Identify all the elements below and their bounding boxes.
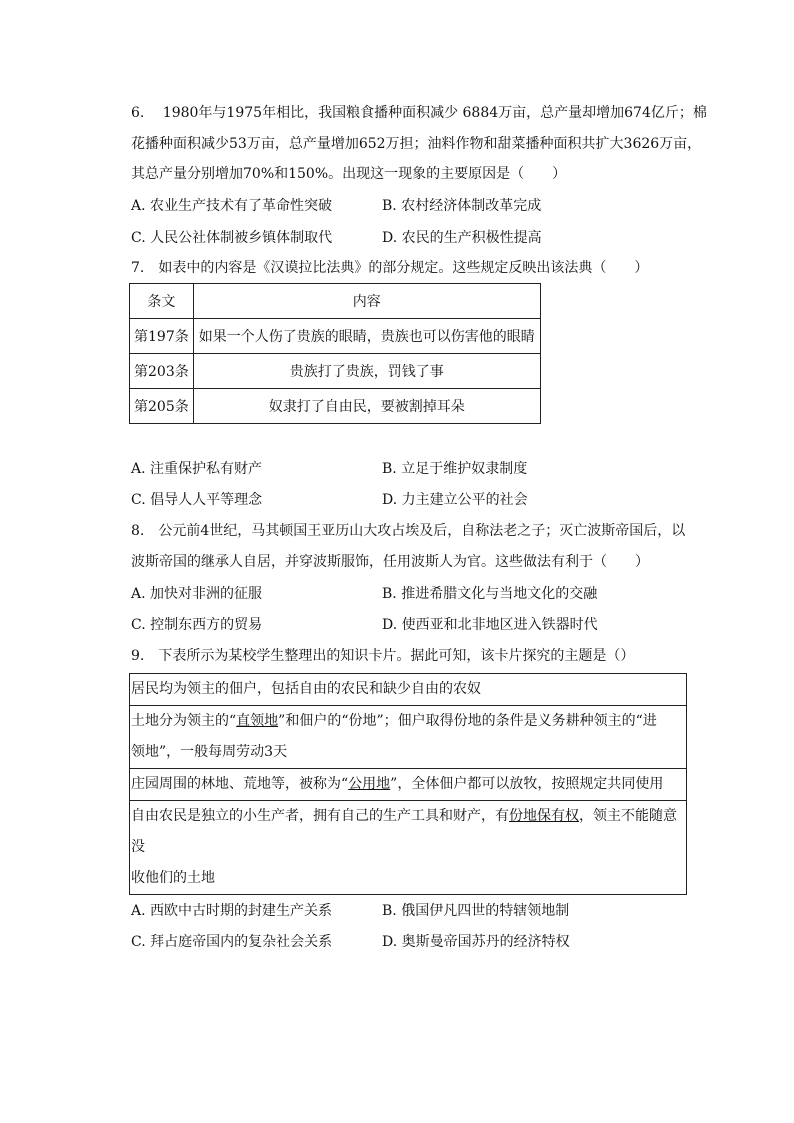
q9-option-d[interactable]: D. 奥斯曼帝国苏丹的经济特权 — [382, 934, 570, 950]
q6-stem-line2: 花播种面积减少53万亩，总产量增加652万担；油料作物和甜菜播种面积共扩大3626万亩， — [131, 136, 702, 152]
table-row — [130, 389, 541, 424]
table-header-cell: 内容 — [193, 284, 540, 319]
table-cell: 第197条 — [130, 319, 194, 354]
card-row — [130, 768, 686, 800]
table-cell: 如果一个人伤了贵族的眼睛，贵族也可以伤害他的眼睛 — [193, 319, 540, 354]
q8-option-c[interactable]: C. 控制东西方的贸易 — [131, 617, 263, 633]
q8-stem-line2: 波斯帝国的继承人自居，并穿波斯服饰，任用波斯人为官。这些做法有利于（ ） — [131, 554, 649, 570]
q8-option-d[interactable]: D. 使西亚和北非地区进入铁器时代 — [382, 617, 598, 633]
card-row-text: ”，全体佃户都可以放牧，按照规定共同使用 — [390, 776, 664, 792]
card-term-tenure-right: 份地保有权 — [509, 808, 579, 824]
q7-option-c[interactable]: C. 倡导人人平等理念 — [131, 492, 263, 508]
q9-option-a[interactable]: A. 西欧中古时期的封建生产关系 — [131, 903, 333, 919]
q7-option-a[interactable]: A. 注重保护私有财产 — [131, 461, 263, 477]
q6-option-a[interactable]: A. 农业生产技术有了革命性突破 — [131, 198, 333, 214]
card-term-demesne: 直领地 — [236, 713, 279, 729]
q7-option-b[interactable]: B. 立足于维护奴隶制度 — [382, 461, 528, 477]
q9-option-c[interactable]: C. 拜占庭帝国内的复杂社会关系 — [131, 934, 333, 950]
card-row-text: 居民均为领主的佃户，包括自由的农民和缺少自由的农奴 — [131, 681, 481, 697]
card-row-text: 庄园周围的林地、荒地等，被称为“ — [131, 776, 349, 792]
card-row — [130, 674, 686, 705]
q8-option-a[interactable]: A. 加快对非洲的征服 — [131, 586, 263, 602]
table-row — [130, 354, 541, 389]
table-cell: 贵族打了贵族，罚钱了事 — [193, 354, 540, 389]
q6-option-d[interactable]: D. 农民的生产积极性提高 — [382, 230, 542, 246]
table-cell: 第205条 — [130, 389, 194, 424]
q9-knowledge-card — [129, 673, 687, 895]
q6-option-c[interactable]: C. 人民公社体制被乡镇体制取代 — [131, 230, 333, 246]
card-row-text: ”和佃户的“份地”；佃户取得份地的条件是义务耕种领主的“进 — [278, 713, 657, 729]
table-header-row — [130, 284, 541, 319]
q9-stem: 9. 下表所示为某校学生整理出的知识卡片。据此可知，该卡片探究的主题是（） — [131, 648, 635, 664]
q7-law-table — [129, 283, 541, 424]
q7-stem: 7. 如表中的内容是《汉谟拉比法典》的部分规定。这些规定反映出该法典（ ） — [131, 260, 649, 276]
q6-stem-line3: 其总产量分别增加70%和150%。出现这一现象的主要原因是（ ） — [131, 166, 567, 182]
q8-option-b[interactable]: B. 推进希腊文化与当地文化的交融 — [382, 586, 598, 602]
card-row-text: ，领主不能随意没 — [131, 808, 677, 855]
q6-stem-line1: 6. 1980年与1975年相比，我国粮食播种面积减少 6884万亩，总产量却增加674亿斤；棉 — [131, 105, 707, 121]
table-row — [130, 319, 541, 354]
table-cell: 第203条 — [130, 354, 194, 389]
card-row-text: 收他们的土地 — [131, 870, 215, 886]
card-row — [130, 800, 686, 894]
card-term-common-land: 公用地 — [348, 776, 391, 792]
q7-option-d[interactable]: D. 力主建立公平的社会 — [382, 492, 528, 508]
card-row-text: 自由农民是独立的小生产者，拥有自己的生产工具和财产，有 — [131, 808, 509, 824]
table-cell: 奴隶打了自由民，要被割掉耳朵 — [193, 389, 540, 424]
card-row — [130, 705, 686, 768]
q6-option-b[interactable]: B. 农村经济体制改革完成 — [382, 198, 542, 214]
q8-stem-line1: 8. 公元前4世纪，马其顿国王亚历山大攻占埃及后，自称法老之子；灭亡波斯帝国后，以 — [131, 523, 686, 539]
card-row-text: 领地”，一般每周劳动3天 — [131, 744, 288, 760]
q9-option-b[interactable]: B. 俄国伊凡四世的特辖领地制 — [382, 903, 570, 919]
card-row-text: 土地分为领主的“ — [131, 713, 237, 729]
table-header-cell: 条文 — [130, 284, 194, 319]
